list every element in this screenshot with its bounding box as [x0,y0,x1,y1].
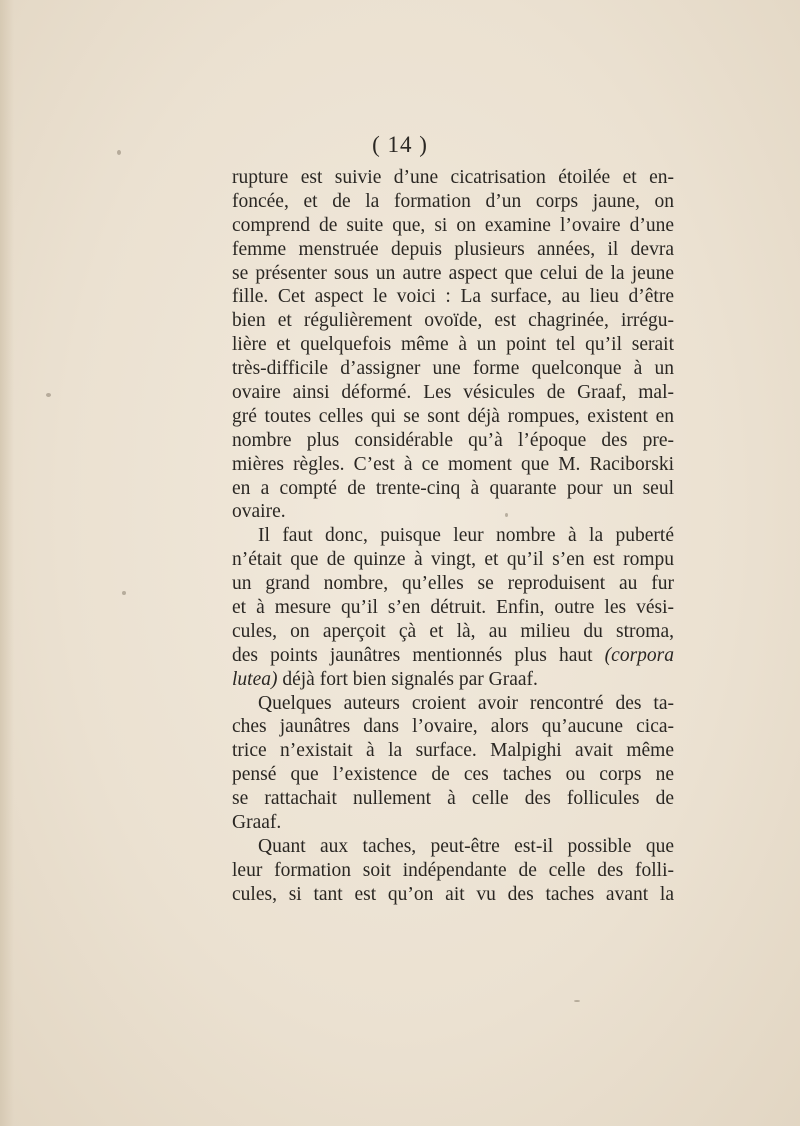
text-line-content: en a compté de trente-cinq à quarante pour un seul [232,477,674,499]
text-line-content: foncée, et de la formation d’un corps jaune, on [232,190,674,212]
text-line [232,381,674,405]
text-line [232,763,674,787]
text-line [232,309,674,333]
paper-speck [574,1000,580,1002]
text-line-content: fille. Cet aspect le voici : La surface, au lieu d’être [232,286,674,308]
text-line [232,333,674,357]
text-line [232,596,674,620]
text-line [232,620,674,644]
paper-speck [46,393,51,397]
text-line-content: pensé que l’existence de ces taches ou corps ne [232,764,674,786]
text-line-content: femme menstruée depuis plusieurs années, il devra [232,238,674,260]
text-line-content: nombre plus considérable qu’à l’époque des pre- [232,429,674,451]
text-line [232,477,674,501]
text-line [232,572,674,596]
text-line-content: trice n’existait à la surface. Malpighi avait même [232,740,674,762]
text-line [232,883,674,907]
text-line-content: comprend de suite que, si on examine l’ovaire d’une [232,214,674,236]
text-line [232,166,674,190]
text-line [232,429,674,453]
text-line [232,739,674,763]
text-line-content: Quelques auteurs croient avoir rencontré des ta- [258,692,674,714]
text-line-content: leur formation soit indépendante de celle des folli- [232,859,674,881]
text-line-content: ovaire ainsi déformé. Les vésicules de Graaf, mal- [232,382,674,404]
text-line [232,357,674,381]
text-line [232,692,674,716]
paper-speck [117,150,121,155]
text-line-content: mières règles. C’est à ce moment que M. Raciborski [232,453,674,475]
text-line-content: cules, on aperçoit çà et là, au milieu du stroma, [232,620,674,642]
text-line-content: se rattachait nullement à celle des follicules de [232,788,674,810]
text-line [232,405,674,429]
text-line [232,715,674,739]
body-text [232,166,674,907]
text-line [232,453,674,477]
text-line-content: un grand nombre, qu’elles se reproduisent au fur [232,573,674,595]
paper-speck [505,513,508,517]
text-line-content: se présenter sous un autre aspect que celui de la jeune [232,262,674,284]
paper-speck [122,591,126,595]
page-number: ( 14 ) [372,132,428,157]
text-line [232,859,674,883]
text-line [232,548,674,572]
italic-latin-term: lutea) [232,668,278,690]
text-line-content: Graaf. [232,812,282,834]
text-line-content: ovaire. [232,501,286,523]
text-line [232,524,674,548]
text-line-content: bien et régulièrement ovoïde, est chagrinée, irrégu- [232,310,674,332]
text-line-content: rupture est suivie d’une cicatrisation étoilée et en- [232,167,674,188]
text-line-content: Il faut donc, puisque leur nombre à la puberté [258,525,674,547]
text-line-content: très-difficile d’assigner une forme quelconque à un [232,358,674,380]
text-line-content: déjà fort bien signalés par Graaf. [282,668,538,690]
text-line [232,668,674,692]
text-line [232,644,674,668]
text-line-content: des points jaunâtres mentionnés plus haut [232,644,593,666]
text-line [232,214,674,238]
text-line-content: gré toutes celles qui se sont déjà rompues, existent en [232,405,674,427]
text-line-content: lière et quelquefois même à un point tel qu’il serait [232,334,674,356]
text-line [232,238,674,262]
text-line [232,190,674,214]
text-line-content: et à mesure qu’il s’en détruit. Enfin, outre les vési- [232,597,674,619]
text-line [232,500,674,524]
text-line [232,811,674,835]
page-edge-shadow [0,0,14,1126]
italic-latin-term: (corpora [604,644,674,666]
text-line [232,262,674,286]
text-line [232,285,674,309]
text-line-content: n’était que de quinze à vingt, et qu’il s’en est rompu [232,549,674,571]
text-line [232,787,674,811]
text-line-content: ches jaunâtres dans l’ovaire, alors qu’aucune cica- [232,716,674,738]
text-line [232,835,674,859]
text-line-content: cules, si tant est qu’on ait vu des taches avant la [232,883,674,905]
text-line-content: Quant aux taches, peut-être est-il possible que [258,835,674,857]
